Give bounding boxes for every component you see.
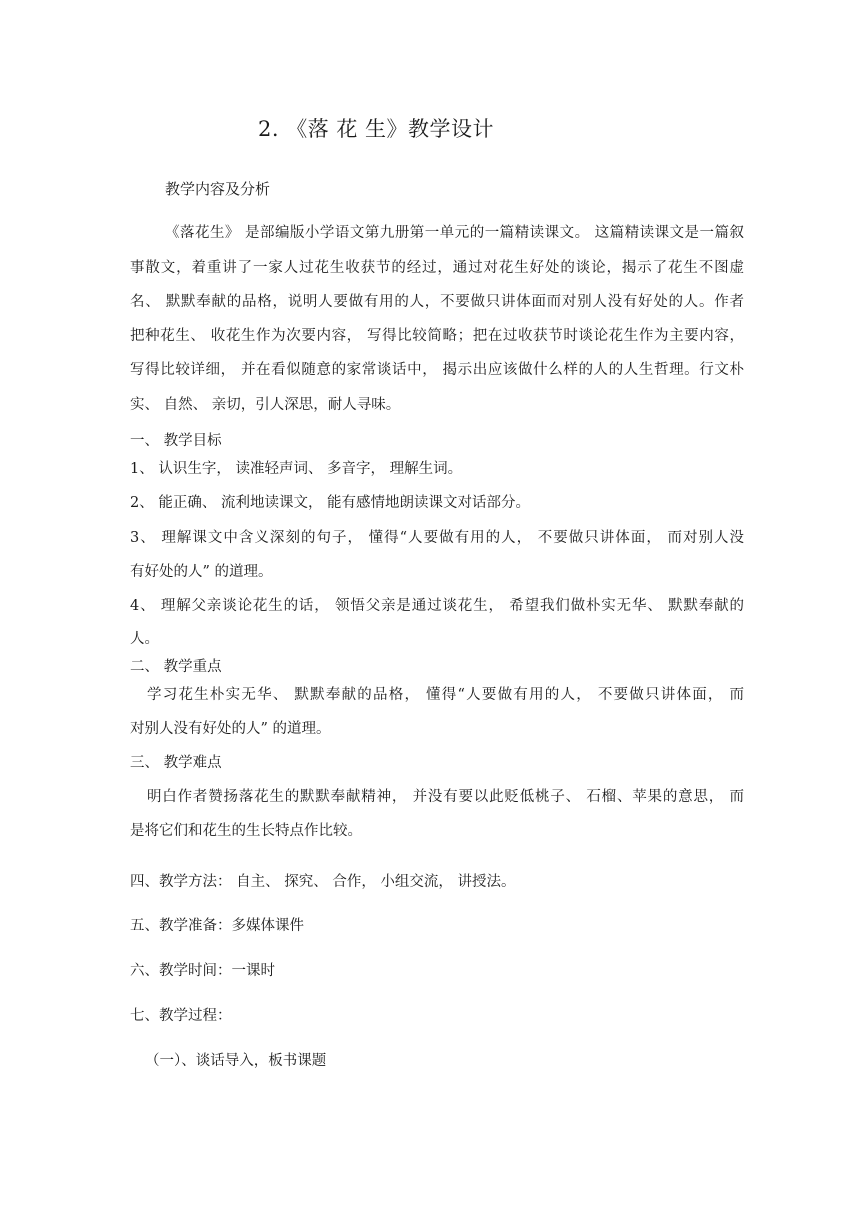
- teaching-methods: 四、教学方法： 自主、 探究、 合作， 小组交流， 讲授法。: [130, 874, 516, 890]
- intro-line: 《落花生》 是部编版小学语文第九册第一单元的一篇精读课文。 这篇精读课文是一篇叙: [165, 225, 744, 241]
- difficulty-heading: 三、 教学难点: [130, 755, 222, 771]
- intro-line: 写得比较详细， 并在看似随意的家常谈话中， 揭示出应该做什么样的人的人生哲理。行文朴: [130, 362, 744, 378]
- teaching-process-heading: 七、教学过程：: [130, 1008, 232, 1024]
- goal-item: 2、 能正确、 流利地读课文， 能有感情地朗读课文对话部分。: [130, 495, 531, 511]
- teaching-preparation: 五、教学准备：多媒体课件: [130, 918, 304, 934]
- intro-line: 实、 自然、 亲切，引人深思，耐人寻味。: [130, 397, 401, 413]
- goal-item: 1、 认识生字， 读准轻声词、 多音字， 理解生词。: [130, 461, 463, 477]
- key-points-text: 学习花生朴实无华、 默默奉献的品格， 懂得“人要做有用的人， 不要做只讲体面， 而: [147, 687, 744, 703]
- intro-line: 事散文，着重讲了一家人过花生收获节的经过，通过对花生好处的谈论，揭示了花生不图虚: [130, 260, 744, 276]
- goals-heading: 一、 教学目标: [130, 433, 222, 449]
- difficulty-text: 明白作者赞扬落花生的默默奉献精神， 并没有要以此贬低桃子、 石榴、苹果的意思， 而: [147, 789, 744, 805]
- goal-item: 4、 理解父亲谈论花生的话， 领悟父亲是通过谈花生， 希望我们做朴实无华、 默默奉献的: [130, 598, 744, 614]
- goal-item: 3、 理解课文中含义深刻的句子， 懂得“人要做有用的人， 不要做只讲体面， 而对别人没: [130, 530, 744, 546]
- intro-line: 把种花生、 收花生作为次要内容， 写得比较简略；把在过收获节时谈论花生作为主要内容，: [130, 328, 744, 344]
- goal-item-continued: 有好处的人” 的道理。: [130, 564, 273, 580]
- goal-item-continued: 人。: [130, 631, 159, 647]
- process-step: （一）、谈话导入，板书课题: [145, 1053, 327, 1069]
- intro-line: 名、 默默奉献的品格，说明人要做有用的人，不要做只讲体面而对别人没有好处的人。作者: [130, 294, 744, 310]
- teaching-time: 六、教学时间：一课时: [130, 963, 275, 979]
- key-points-text: 对别人没有好处的人” 的道理。: [130, 721, 331, 737]
- difficulty-text: 是将它们和花生的生长特点作比较。: [130, 823, 362, 839]
- key-points-heading: 二、 教学重点: [130, 659, 222, 675]
- section-heading: 教学内容及分析: [165, 180, 271, 198]
- document-title: 2. 《落 花 生》教学设计: [258, 117, 495, 141]
